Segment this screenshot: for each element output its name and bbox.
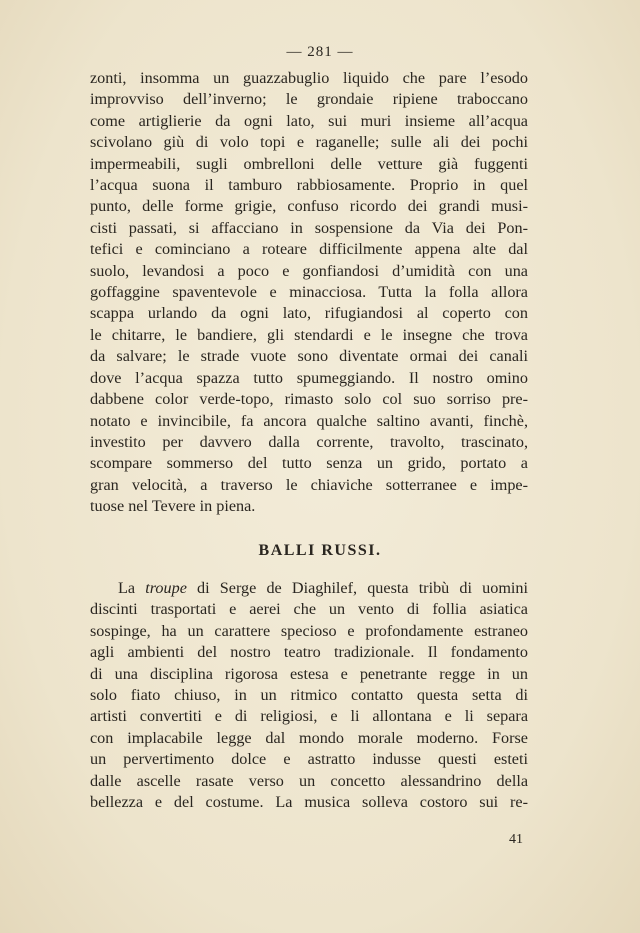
text-line: solo fiato chiuso, in un ritmico contatto questa setta di — [90, 686, 528, 705]
text-line: con implacabile legge dal mondo morale moderno. Forse — [90, 728, 528, 747]
text-line: dove l’acqua spazza tutto spumeggiando. Il nostro omino — [90, 368, 528, 387]
text-line: l’acqua suona il tamburo rabbiosamente. Proprio in quel — [90, 176, 528, 195]
text-line: le chitarre, le bandiere, gli stendardi e le insegne che trova — [90, 325, 528, 344]
text-line: un pervertimento dolce e astratto indusse questi esteti — [90, 750, 528, 769]
text-line: artisti convertiti e di religiosi, e li allontana e li separa — [90, 707, 528, 726]
text-line: sospinge, ha un carattere specioso e profondamente estraneo — [90, 621, 528, 640]
text-line: scompare sommerso del tutto senza un grido, portato a — [90, 454, 528, 473]
text-line: gran velocità, a traverso le chiaviche sotterranee e impe- — [90, 475, 528, 494]
italic-word: troupe — [145, 579, 187, 597]
text-line: dalle ascelle rasate verso un concetto alessandrino della — [90, 771, 528, 790]
text-line: bellezza e del costume. La musica solleva costoro sui re- — [90, 793, 528, 812]
text-line: scappa urlando da ogni lato, rifugiandosi al coperto con — [90, 304, 528, 323]
text-line: investito per davvero dalla corrente, travolto, trascinato, — [90, 432, 528, 451]
section-title: BALLI RUSSI. — [258, 542, 382, 559]
text-line: scivolano giù di volo topi e raganelle; sulle ali dei pochi — [90, 133, 528, 152]
text-line: agli ambienti del nostro teatro tradizionale. Il fondamento — [90, 643, 528, 662]
page-number: — 281 — — [286, 44, 354, 60]
text-line: punto, delle forme grigie, confuso ricordo dei grandi musi- — [90, 197, 528, 216]
text-line: goffaggine spaventevole e minacciosa. Tutta la folla allora — [90, 283, 528, 302]
text-line: notato e invincibile, fa ancora qualche saltino avanti, finchè, — [90, 411, 528, 430]
text-line: zonti, insomma un guazzabuglio liquido che pare l’esodo — [90, 69, 528, 87]
text-line: come artiglierie da ogni lato, sui muri insieme all’acqua — [90, 111, 528, 130]
text-line: cisti passati, si affacciano in sospensione da Via dei Pon- — [90, 218, 528, 237]
text-line: dabbene color verde-topo, rimasto solo col suo sorriso pre- — [90, 390, 528, 409]
text-line: tuose nel Tevere in piena. — [90, 497, 256, 516]
text-line-first — [90, 578, 528, 599]
text-lead: La — [118, 579, 146, 597]
text-line: suolo, levandosi a poco e gonfiandosi d’umidità con una — [90, 261, 528, 280]
signature-mark: 41 — [509, 832, 523, 847]
text-line: improvviso dell’inverno; le grondaie ripiene traboccano — [90, 90, 528, 109]
paragraph-continued — [90, 68, 528, 518]
text-rest: di Serge de Diaghilef, questa tribù di uomini — [186, 579, 528, 597]
text-line: da salvare; le strade vuote sono diventate ormai dei canali — [90, 347, 528, 366]
paragraph-balli-russi — [90, 578, 528, 813]
text-line: impermeabili, sugli ombrelloni delle vetture già fuggenti — [90, 154, 528, 173]
text-line: di una disciplina rigorosa estesa e penetrante regge in un — [90, 664, 528, 683]
text-line: discinti trasportati e aerei che un vento di follia asiatica — [90, 600, 528, 619]
text-line: tefici e cominciano a roteare difficilmente appena alte dal — [90, 240, 528, 259]
